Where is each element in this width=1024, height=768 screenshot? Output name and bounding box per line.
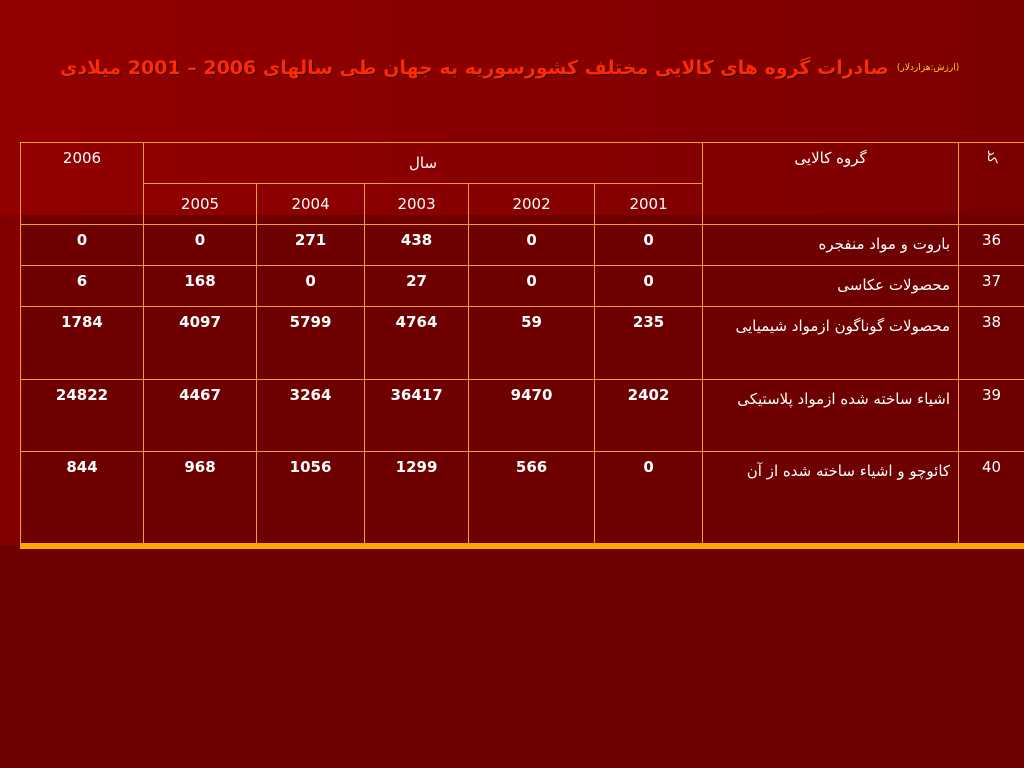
row-value-2006: 844 (21, 452, 144, 544)
row-value-2003: 438 (365, 225, 469, 266)
row-value-2005: 4097 (144, 307, 257, 380)
table-row (21, 225, 1024, 266)
row-value-2005: 0 (144, 225, 257, 266)
row-value-2002: 566 (469, 452, 595, 544)
row-value-2003: 27 (365, 266, 469, 307)
row-value-2006: 24822 (21, 380, 144, 452)
header-year-2002 (469, 184, 595, 225)
background-left-strip (0, 215, 22, 545)
row-value-2004: 271 (257, 225, 365, 266)
row-code: 37 (959, 266, 1024, 307)
row-value-2005: 968 (144, 452, 257, 544)
header-year-2003-label: 2003 (397, 195, 436, 213)
row-name: باروت و مواد منفجره (703, 225, 959, 266)
header-year-2003 (365, 184, 469, 225)
header-year-2006 (21, 143, 144, 225)
row-value-2006: 6 (21, 266, 144, 307)
header-year-2005 (144, 184, 257, 225)
row-name: کائوچو و اشیاء ساخته شده از آن (703, 452, 959, 544)
row-value-2003: 36417 (365, 380, 469, 452)
table-row (21, 452, 1024, 544)
row-value-2003: 1299 (365, 452, 469, 544)
row-value-2002: 0 (469, 266, 595, 307)
row-value-2006: 1784 (21, 307, 144, 380)
row-value-2004: 3264 (257, 380, 365, 452)
table-header (21, 143, 1024, 225)
row-value-2001: 2402 (595, 380, 703, 452)
row-name: اشیاء ساخته شده ازمواد پلاستیکی (703, 380, 959, 452)
page-subtitle: (ارزش:هزاردلار) (896, 63, 960, 73)
header-year-2002-label: 2002 (512, 195, 551, 213)
row-name: محصولات عکاسی (703, 266, 959, 307)
row-name: محصولات گوناگون ازمواد شیمیایی (703, 307, 959, 380)
row-value-2002: 59 (469, 307, 595, 380)
row-value-2004: 0 (257, 266, 365, 307)
header-year (144, 143, 703, 184)
row-value-2003: 4764 (365, 307, 469, 380)
row-value-2001: 235 (595, 307, 703, 380)
row-value-2005: 168 (144, 266, 257, 307)
row-value-2002: 0 (469, 225, 595, 266)
title-row (60, 50, 960, 86)
header-group-label: گروه کالایی (794, 149, 867, 167)
table-body (21, 225, 1024, 544)
header-code (959, 143, 1024, 225)
row-value-2006: 0 (21, 225, 144, 266)
header-year-label: سال (409, 154, 438, 172)
row-value-2001: 0 (595, 452, 703, 544)
header-year-2005-label: 2005 (180, 195, 220, 213)
row-code: 40 (959, 452, 1024, 544)
row-code: 38 (959, 307, 1024, 380)
page-title: صادرات گروه های کالایی مختلف کشورسوریه به جهان طی سالهای 2006 – 2001 میلادی (60, 57, 889, 79)
header-year-2004 (257, 184, 365, 225)
header-group (703, 143, 959, 225)
table-bottom-bar (20, 543, 1024, 549)
row-code: 39 (959, 380, 1024, 452)
row-value-2004: 5799 (257, 307, 365, 380)
table-row (21, 380, 1024, 452)
table-row (21, 307, 1024, 380)
header-code-label: کد (984, 149, 1000, 163)
table-row (21, 266, 1024, 307)
header-year-2001 (595, 184, 703, 225)
row-value-2004: 1056 (257, 452, 365, 544)
row-value-2002: 9470 (469, 380, 595, 452)
row-value-2001: 0 (595, 225, 703, 266)
row-code: 36 (959, 225, 1024, 266)
exports-table (20, 142, 1024, 544)
header-year-2004-label: 2004 (291, 195, 330, 213)
header-year-2006-label: 2006 (62, 149, 102, 167)
row-value-2005: 4467 (144, 380, 257, 452)
header-year-2001-label: 2001 (629, 195, 668, 213)
row-value-2001: 0 (595, 266, 703, 307)
